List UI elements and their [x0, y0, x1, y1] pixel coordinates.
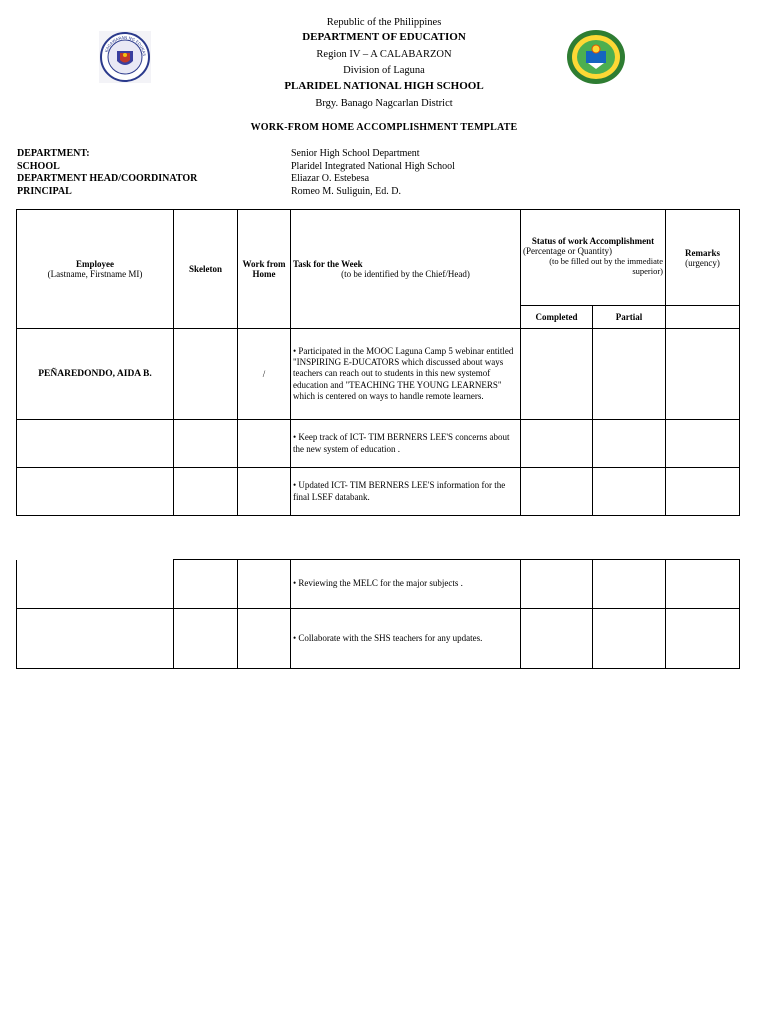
employee-name: [17, 420, 174, 468]
table-row: [17, 560, 740, 609]
info-value: Eliazar O. Estebesa: [291, 173, 370, 184]
info-row-principal: [17, 186, 717, 199]
header-work-from-home: Work from Home: [238, 210, 291, 329]
accomplishment-table: [16, 209, 740, 516]
republic-text: Republic of the Philippines: [326, 17, 442, 28]
remarks-cell: [666, 468, 740, 516]
partial-cell: [593, 420, 666, 468]
header-status: [521, 210, 666, 306]
header-status-sub1: (Percentage or Quantity): [523, 246, 612, 256]
completed-cell: [521, 329, 593, 420]
header-employee-sub: (Lastname, Firstname MI): [47, 269, 143, 279]
completed-cell: [521, 560, 593, 609]
employee-name: [17, 560, 174, 609]
header-remarks-empty: [666, 306, 740, 329]
info-row-school: [17, 161, 717, 174]
info-row-department: [17, 148, 717, 161]
employee-name: PEÑAREDONDO, AIDA B.: [17, 329, 174, 420]
department-name: DEPARTMENT OF EDUCATION: [302, 31, 466, 44]
partial-cell: [593, 468, 666, 516]
info-row-head: [17, 173, 717, 186]
header-completed: Completed: [521, 306, 593, 329]
accomplishment-table-continued: [16, 559, 740, 669]
info-block: [17, 148, 717, 198]
table-row: [17, 420, 740, 468]
table-row: [17, 468, 740, 516]
remarks-cell: [666, 329, 740, 420]
skeleton-cell: [174, 329, 238, 420]
region-text: Region IV – A CALABARZON: [316, 48, 452, 60]
info-label: PRINCIPAL: [17, 185, 72, 197]
wfh-cell: [238, 609, 291, 669]
remarks-cell: [666, 420, 740, 468]
task-cell: • Keep track of ICT- TIM BERNERS LEE'S concerns about the new system of education .: [291, 420, 521, 468]
header-task-title: Task for the Week: [293, 259, 363, 269]
header-skeleton: Skeleton: [174, 210, 238, 329]
remarks-cell: [666, 560, 740, 609]
header-remarks: [666, 210, 740, 306]
school-address: Brgy. Banago Nagcarlan District: [315, 97, 453, 109]
wfh-cell: [238, 420, 291, 468]
header-status-title: Status of work Accomplishment: [531, 236, 655, 246]
table-row: [17, 609, 740, 669]
header-employee: [17, 210, 174, 329]
info-value: Senior High School Department: [291, 148, 420, 159]
partial-cell: [593, 560, 666, 609]
remarks-cell: [666, 609, 740, 669]
header-task: [291, 210, 521, 329]
wfh-cell: [238, 468, 291, 516]
svg-text:KAGAWARAN NG EDUKASYON: KAGAWARAN NG EDUKAS: [103, 34, 148, 57]
info-label: DEPARTMENT HEAD/COORDINATOR: [17, 173, 198, 184]
school-name: PLARIDEL NATIONAL HIGH SCHOOL: [284, 80, 484, 93]
skeleton-cell: [174, 420, 238, 468]
completed-cell: [521, 468, 593, 516]
completed-cell: [521, 609, 593, 669]
skeleton-cell: [174, 609, 238, 669]
partial-cell: [593, 609, 666, 669]
skeleton-cell: [174, 560, 238, 609]
header-employee-title: Employee: [76, 259, 114, 269]
partial-cell: [593, 329, 666, 420]
completed-cell: [521, 420, 593, 468]
skeleton-cell: [174, 468, 238, 516]
task-cell: • Reviewing the MELC for the major subjects .: [291, 560, 521, 609]
task-cell: • Collaborate with the SHS teachers for any updates.: [291, 609, 521, 669]
info-label: DEPARTMENT:: [17, 148, 90, 159]
wfh-cell: /: [238, 329, 291, 420]
task-cell: • Participated in the MOOC Laguna Camp 5 webinar entitled "INSPIRING E-DUCATORS which discussed about ways teachers can reach out to students in this new systemof education and "TEACHING THE YOUNG LEARNERS" which is centered on ways to handle remote learners.: [291, 329, 521, 420]
header-task-sub: (to be identified by the Chief/Head): [341, 269, 470, 279]
employee-name: [17, 609, 174, 669]
info-value: Plaridel Integrated National High School: [291, 160, 455, 172]
employee-name: [17, 468, 174, 516]
header-partial: Partial: [593, 306, 666, 329]
division-text: Division of Laguna: [343, 65, 425, 76]
header-remarks-sub: (urgency): [685, 257, 720, 268]
task-cell: • Updated ICT- TIM BERNERS LEE'S information for the final LSEF databank.: [291, 468, 521, 516]
wfh-cell: [238, 560, 291, 609]
info-label: SCHOOL: [17, 160, 60, 172]
document-title: WORK-FROM HOME ACCOMPLISHMENT TEMPLATE: [250, 122, 518, 133]
table-row: [17, 329, 740, 420]
header-status-sub2: (to be filled out by the immediate superior): [549, 256, 663, 276]
info-value: Romeo M. Suliguin, Ed. D.: [291, 185, 402, 197]
header-remarks-title: Remarks: [685, 247, 720, 258]
